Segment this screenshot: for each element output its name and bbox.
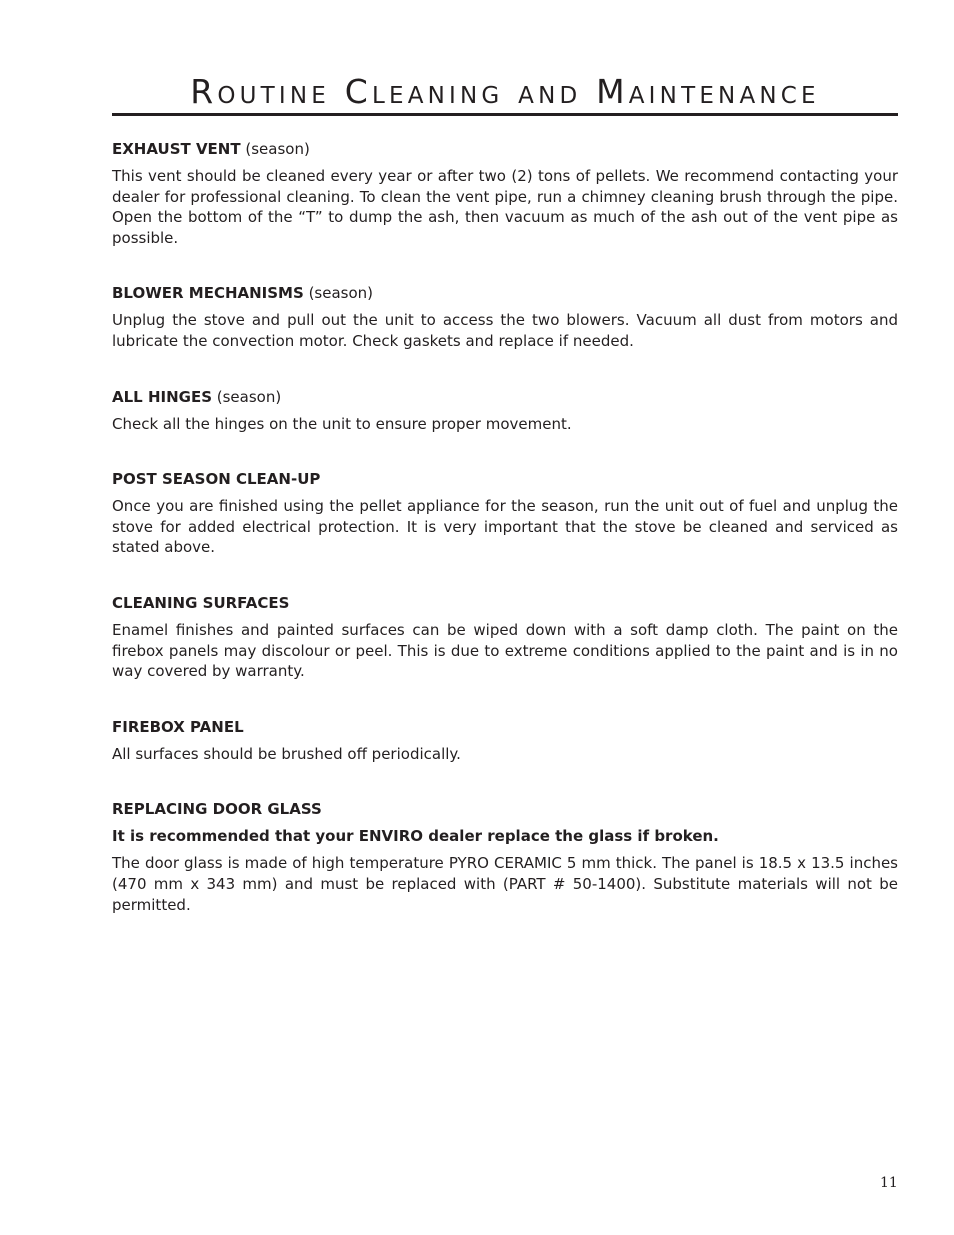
section-heading-qualifier: (season) (240, 140, 310, 158)
section-heading (112, 593, 898, 614)
section-heading-label: POST SEASON CLEAN-UP (112, 470, 321, 489)
section-heading-qualifier: (season) (303, 284, 374, 303)
section-body: All surfaces should be brushed off periodically. (112, 744, 461, 763)
section-all-hinges (112, 387, 898, 435)
section-blower-mechanisms (112, 283, 898, 351)
section-heading-qualifier: (season) (212, 387, 282, 406)
section-heading (112, 283, 898, 304)
page-title: Routine Cleaning and Maintenance (190, 72, 820, 111)
section-body: Unplug the stove and pull out the unit to access the two blowers. Vacuum all dust from motors and lubricate the convection motor. Check gaskets and replace if needed. (112, 311, 898, 350)
section-replacing-door-glass (112, 799, 898, 915)
section-post-season-clean-up (112, 469, 898, 558)
section-body: Once you are finished using the pellet appliance for the season, run the unit out of fuel and unplug the stove for added electrical protection. It is very important that the stove be cleaned and serviced as stated above. (112, 497, 898, 557)
section-body: This vent should be cleaned every year or after two (2) tons of pellets. We recommend contacting your dealer for professional cleaning. To clean the vent pipe, run a chimney cleaning brush through the pipe. Open the bottom of the “T” to dump the ash, then vacuum as much of the ash out of the vent pipe as possible. (112, 167, 898, 247)
section-heading (112, 469, 898, 490)
section-cleaning-surfaces (112, 593, 898, 682)
page-number: 11 (880, 1175, 898, 1191)
section-heading-label: CLEANING SURFACES (112, 593, 290, 612)
section-heading (112, 139, 898, 160)
section-heading-label: FIREBOX PANEL (112, 717, 244, 736)
section-body: Check all the hinges on the unit to ensure proper movement. (112, 414, 572, 433)
section-body: Enamel finishes and painted surfaces can be wiped down with a soft damp cloth. The paint on the firebox panels may discolour or peel. This is due to extreme conditions applied to the paint and is in no way covered by warranty. (112, 620, 898, 681)
section-heading (112, 717, 898, 738)
section-firebox-panel (112, 717, 898, 765)
section-heading (112, 799, 898, 820)
section-heading (112, 387, 898, 408)
section-subheading: It is recommended that your ENVIRO dealer replace the glass if broken. (112, 827, 719, 846)
document-body (112, 139, 898, 915)
section-body: The door glass is made of high temperature PYRO CERAMIC 5 mm thick. The panel is 18.5 x 13.5 inches (470 mm x 343 mm) and must be replaced with (PART # 50-1400). Substitute materials will not be permitted. (112, 854, 898, 914)
section-exhaust-vent (112, 139, 898, 248)
section-heading-label: BLOWER MECHANISMS (112, 284, 304, 303)
title-rule (112, 113, 898, 116)
section-heading-label: ALL HINGES (112, 387, 212, 406)
section-heading-label: REPLACING DOOR GLASS (112, 800, 322, 819)
section-heading-label: EXHAUST VENT (112, 140, 241, 158)
